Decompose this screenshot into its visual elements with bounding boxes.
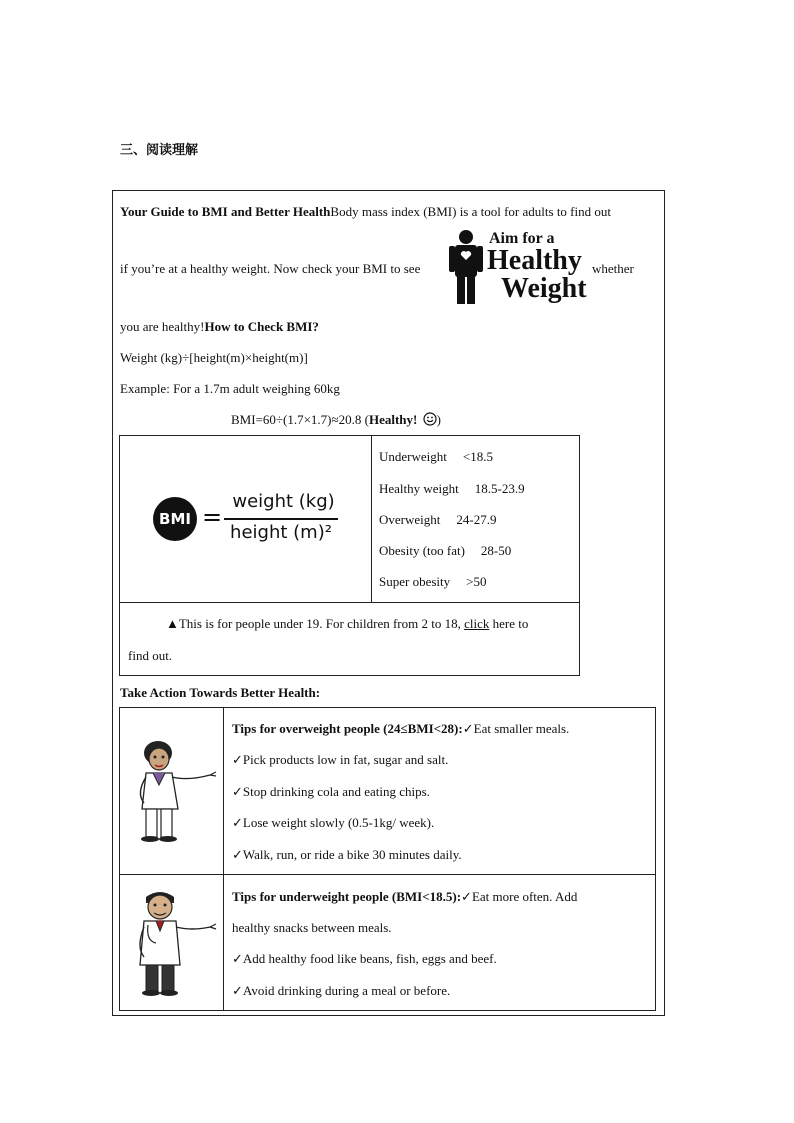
tip-text: Pick products low in fat, sugar and salt. [242,752,449,767]
underweight-tip-1 [232,889,577,905]
category-healthy [379,481,525,497]
overweight-tip-4 [232,815,434,831]
intro-text-2a: if you’re at a healthy weight. Now check your BMI to see [120,261,421,276]
tip-text: Eat more often. Add [471,889,578,904]
check-icon: ✓ [462,722,474,737]
check-icon: ✓ [461,890,472,905]
category-overweight [379,512,496,528]
guide-heading: Your Guide to BMI and Better Health [120,204,331,219]
category-name: Underweight [379,449,447,464]
tip-text: Add healthy food like beans, fish, eggs and beef. [242,951,497,966]
how-to-check-heading: How to Check BMI? [204,319,319,334]
category-range: 28-50 [480,543,512,558]
tip-text: Walk, run, or ride a bike 30 minutes daily. [242,847,462,862]
intro-text-2b: whether [592,261,634,276]
tip-text: Stop drinking cola and eating chips. [242,784,430,799]
check-icon: ✓ [232,753,243,768]
category-obesity [379,543,511,559]
example-result: Healthy! [368,412,418,427]
bmi-table-divider [119,602,580,603]
tip-text: Avoid drinking during a meal or before. [242,983,451,998]
example-text: Example: For a 1.7m adult weighing 60kg [120,381,340,396]
intro-line-1 [120,204,611,220]
example-calc: BMI=60÷(1.7×1.7)≈20.8 ( [231,412,369,427]
tips-table-divider [223,707,224,1011]
fraction-bar [224,518,338,520]
logo-line-2: Healthy [487,245,582,276]
category-range: >50 [466,574,487,589]
category-super-obesity [379,574,486,590]
note-suffix: here to [492,616,529,631]
example-calculation [231,412,441,428]
category-range: 18.5-23.9 [474,481,525,496]
check-icon: ✓ [232,816,243,831]
note-line-2: find out. [128,648,173,663]
category-name: Overweight [379,512,441,527]
category-range: <18.5 [462,449,493,464]
logo-line-3: Weight [501,273,587,304]
section-title: 三、阅读理解 [120,143,199,158]
bmi-equals: = [202,503,223,531]
check-icon: ✓ [232,952,243,967]
overweight-tip-1 [232,721,569,737]
healthy-weight-logo [447,228,589,306]
formula-text: Weight (kg)÷[height(m)×height(m)] [120,350,308,365]
category-name: Super obesity [379,574,451,589]
note-prefix: ▲This is for people under 19. For children from 2 to 18, [166,616,461,631]
tip-text: Lose weight slowly (0.5-1kg/ week). [242,815,435,830]
category-name: Healthy weight [379,481,459,496]
overweight-tip-5 [232,847,462,863]
intro-text-1: Body mass index (BMI) is a tool for adults to find out [330,204,611,219]
bmi-table-divider [371,435,372,602]
intro-line-2 [120,261,420,277]
overweight-tip-2 [232,752,448,768]
click-link[interactable]: click [464,616,490,631]
note-line-1 [166,616,528,632]
underweight-heading: Tips for underweight people (BMI<18.5): [232,889,462,904]
tip-text: Eat smaller meals. [473,721,570,736]
category-name: Obesity (too fat) [379,543,465,558]
smiley-icon [423,412,437,426]
overweight-heading: Tips for overweight people (24≤BMI<28): [232,721,463,736]
bmi-denominator: height (m)² [230,522,332,543]
intro-line-3 [120,319,319,335]
underweight-tip-2 [232,951,497,967]
check-icon: ✓ [232,785,243,800]
check-icon: ✓ [232,848,243,863]
check-icon: ✓ [232,984,243,999]
category-underweight [379,449,493,465]
bmi-numerator: weight (kg) [232,491,335,512]
male-doctor-illustration [128,887,218,999]
underweight-tip-1-cont: healthy snacks between meals. [232,920,392,935]
female-doctor-illustration [126,737,218,845]
underweight-tip-3 [232,983,450,999]
action-heading [120,685,320,701]
tips-table-divider [119,874,656,875]
category-range: 24-27.9 [456,512,497,527]
logo-line-1: Aim for a [489,230,555,247]
bmi-badge: BMI [153,497,197,541]
overweight-tip-3 [232,784,430,800]
action-heading-text: Take Action Towards Better Health: [120,685,321,700]
intro-text-3: you are healthy! [120,319,205,334]
example-close: ) [436,412,441,427]
